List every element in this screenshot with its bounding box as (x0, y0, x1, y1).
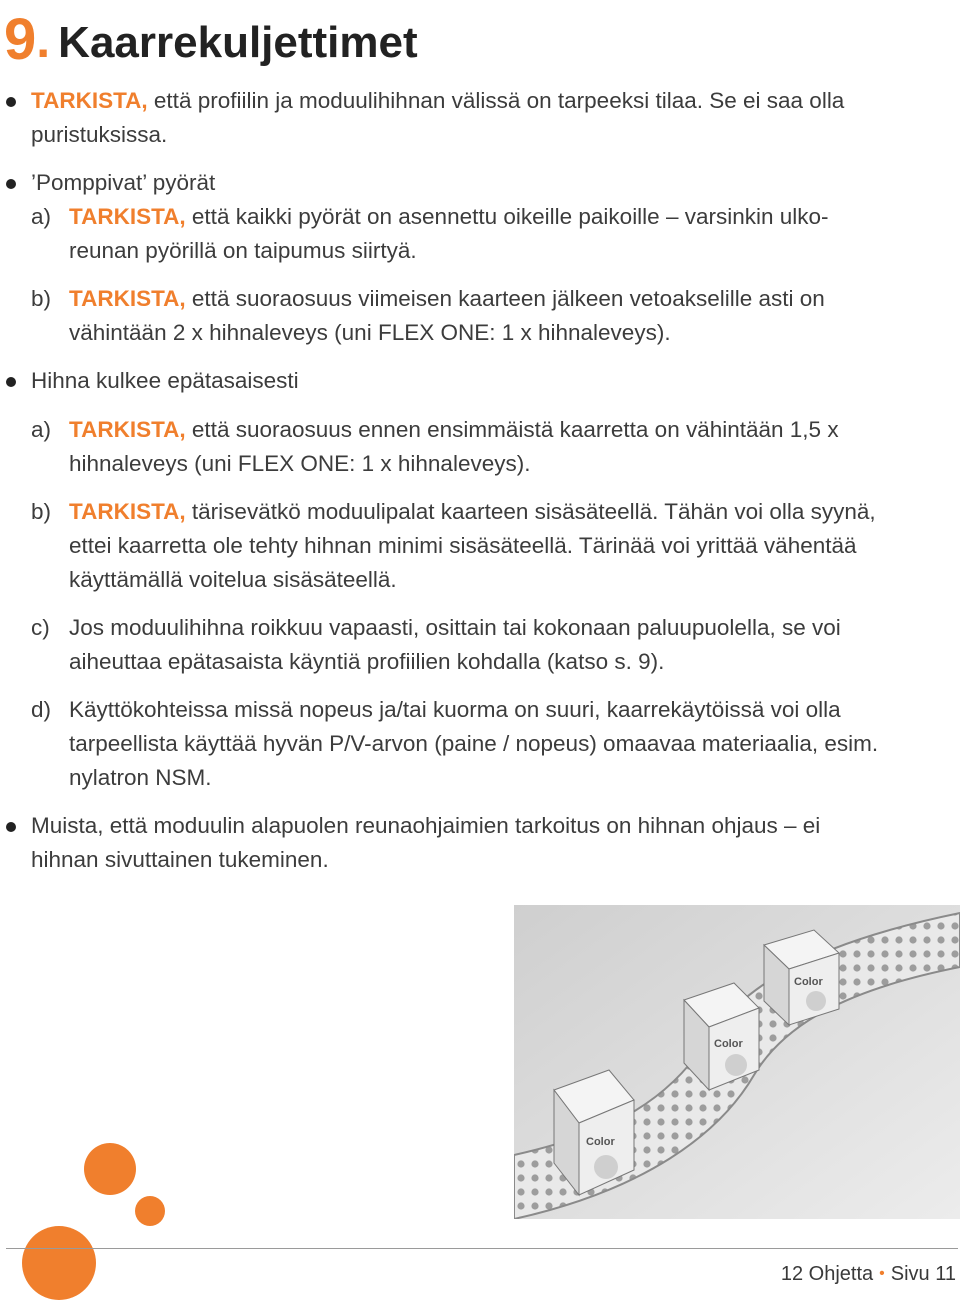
text: Hihna kulkee epätasaisesti (31, 368, 299, 393)
item-3d-line-2: tarpeellista käyttää hyvän P/V-arvon (paine / nopeus) omaavaa materiaalia, esim. (69, 731, 879, 756)
decor-circle-large (22, 1226, 96, 1300)
footer-separator: • (879, 1265, 885, 1282)
product-box (764, 930, 839, 1025)
bullet-4-line-1 (0, 809, 960, 843)
keyword-tarkista: TARKISTA, (69, 417, 186, 442)
content (0, 84, 960, 877)
text: että suoraosuus ennen ensimmäistä kaarretta on vähintään 1,5 x (191, 417, 839, 442)
item-marker: b) (31, 286, 52, 311)
item-3d (0, 693, 960, 795)
text: Muista, että moduulin alapuolen reunaohjaimien tarkoitus on hihnan ohjaus – ei (31, 813, 821, 838)
item-2b-line-2: vähintään 2 x hihnaleveys (uni FLEX ONE: 1 x hihnaleveys). (69, 320, 671, 345)
item-marker: c) (31, 615, 50, 640)
text: että kaikki pyörät on asennettu oikeille paikoille – varsinkin ulko- (191, 204, 829, 229)
bullet-3 (0, 364, 960, 795)
item-2a (0, 200, 960, 268)
keyword-tarkista: TARKISTA, (31, 88, 148, 113)
text: Käyttökohteissa missä nopeus ja/tai kuorma on suuri, kaarrekäytöissä voi olla (69, 697, 841, 722)
item-3c (0, 611, 960, 679)
footer-doc-title: 12 Ohjetta (780, 1263, 874, 1285)
item-3d-line-3: nylatron NSM. (69, 765, 212, 790)
box-label: Color (794, 976, 823, 988)
item-3d-line-1 (0, 693, 960, 727)
text: että suoraosuus viimeisen kaarteen jälkeen vetoakselille asti on (191, 286, 825, 311)
page-footer (781, 1263, 956, 1286)
item-3a-line-1 (0, 413, 960, 447)
item-3c-line-2: aiheuttaa epätasaista käyntiä profiilien kohdalla (katso s. 9). (69, 649, 665, 674)
text: Jos moduulihihna roikkuu vapaasti, osittain tai kokonaan paluupuolella, se voi (69, 615, 841, 640)
item-3b-line-3: käyttämällä voitelua sisäsäteellä. (69, 567, 397, 592)
bullet-1-line-2: puristuksissa. (31, 122, 168, 147)
keyword-tarkista: TARKISTA, (69, 286, 186, 311)
bullet-2-heading (0, 166, 960, 200)
bullet-dot (6, 822, 16, 832)
bullet-4 (0, 809, 960, 877)
page-title (4, 6, 418, 73)
text: ’Pomppivat’ pyörät (31, 170, 216, 195)
item-marker: d) (31, 697, 52, 722)
item-3a-line-2: hihnaleveys (uni FLEX ONE: 1 x hihnaleveys). (69, 451, 531, 476)
text: tärisevätkö moduulipalat kaarteen sisäsäteellä. Tähän voi olla syynä, (191, 499, 876, 524)
item-3b-line-1 (0, 495, 960, 529)
keyword-tarkista: TARKISTA, (69, 499, 186, 524)
decor-circle-small (135, 1196, 165, 1226)
bullet-1 (0, 84, 960, 152)
bullet-dot (6, 179, 16, 189)
section-title: Kaarrekuljettimet (58, 18, 418, 67)
item-marker: a) (31, 204, 52, 229)
bullet-1-line-1 (0, 84, 960, 118)
item-3a (0, 413, 960, 481)
bullet-dot (6, 97, 16, 107)
page-number: Sivu 11 (890, 1263, 956, 1285)
decor-circle-medium (84, 1143, 136, 1195)
keyword-tarkista: TARKISTA, (69, 204, 186, 229)
bullet-dot (6, 377, 16, 387)
product-box (684, 983, 759, 1090)
item-2b (0, 282, 960, 350)
text: että profiilin ja moduulihihnan välissä on tarpeeksi tilaa. Se ei saa olla (153, 88, 845, 113)
item-3b (0, 495, 960, 597)
item-2a-line-1 (0, 200, 960, 234)
bullet-2 (0, 166, 960, 350)
section-number: 9 (4, 7, 37, 72)
footer-rule (6, 1248, 958, 1249)
section-number-dot: . (36, 12, 51, 68)
conveyor-photo (514, 905, 960, 1219)
item-2a-line-2: reunan pyörillä on taipumus siirtyä. (69, 238, 417, 263)
item-marker: a) (31, 417, 52, 442)
item-3b-line-2: ettei kaarretta ole tehty hihnan minimi sisäsäteellä. Tärinää voi yrittää vähentää (69, 533, 857, 558)
item-2b-line-1 (0, 282, 960, 316)
item-3c-line-1 (0, 611, 960, 645)
box-label: Color (586, 1136, 615, 1148)
bullet-3-heading (0, 364, 960, 398)
bullet-4-line-2: hihnan sivuttainen tukeminen. (31, 847, 329, 872)
conveyor-illustration (514, 905, 960, 1219)
box-label: Color (714, 1038, 743, 1050)
item-marker: b) (31, 499, 52, 524)
